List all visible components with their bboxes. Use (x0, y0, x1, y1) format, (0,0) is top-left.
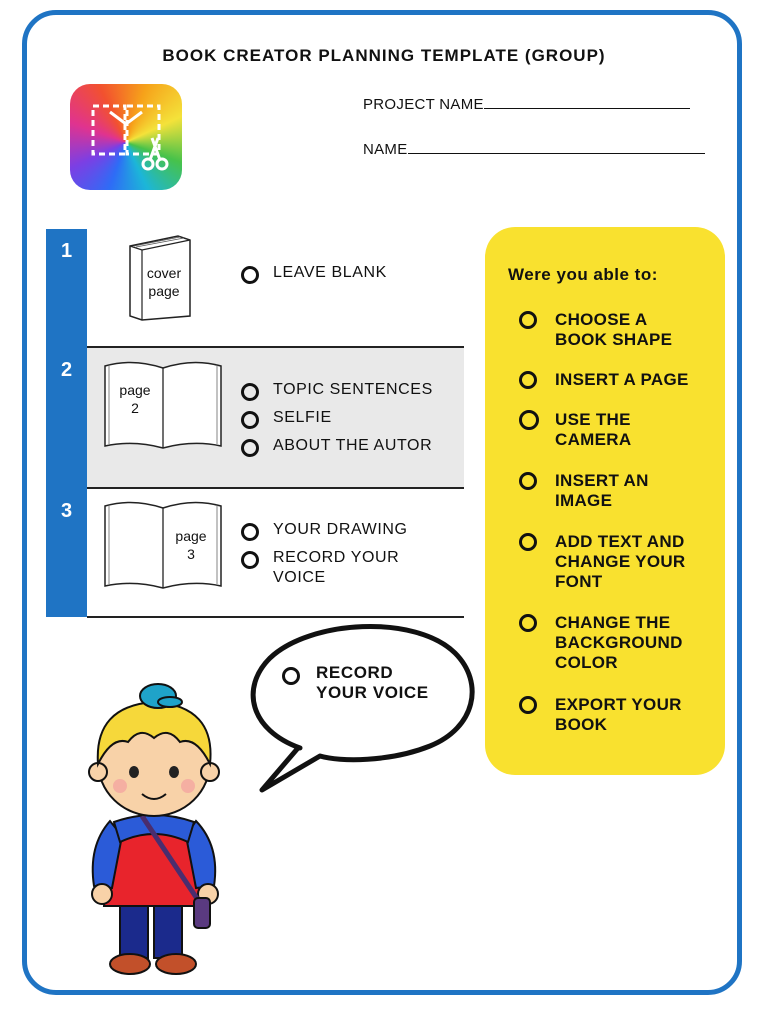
checkbox-circle[interactable] (519, 371, 537, 389)
row-divider (87, 487, 464, 489)
checkbox-circle[interactable] (519, 472, 537, 490)
checkbox-circle[interactable] (241, 411, 259, 429)
row-1-item: LEAVE BLANK (273, 264, 387, 281)
page-2-thumb-label (112, 381, 158, 417)
checklist-line: INSERT A PAGE (555, 370, 689, 389)
checklist-item (555, 370, 689, 390)
thumb-text: page (119, 382, 151, 398)
checkbox-circle[interactable] (519, 533, 537, 551)
checkbox-circle[interactable] (282, 667, 300, 685)
name-field[interactable] (363, 141, 705, 158)
cartoon-boy-illustration (84, 676, 234, 978)
checkbox-circle[interactable] (519, 696, 537, 714)
checklist-item (555, 695, 682, 735)
checkbox-circle[interactable] (241, 383, 259, 401)
checklist-line: USE THE (555, 410, 631, 429)
cover-thumb-label (144, 264, 184, 300)
checkbox-circle[interactable] (241, 439, 259, 457)
row-number: 1 (60, 240, 73, 262)
checklist-item (555, 410, 631, 450)
checklist-item (555, 471, 649, 511)
checklist-line: ADD TEXT AND (555, 532, 685, 551)
row-number: 2 (60, 359, 73, 381)
project-name-field[interactable] (363, 96, 690, 113)
thumb-text: page (175, 528, 207, 544)
row-3-item: VOICE (273, 569, 326, 586)
checklist-item (555, 310, 672, 350)
thumb-text: 2 (131, 400, 139, 416)
thumb-text: cover (146, 265, 182, 281)
row-2-item: TOPIC SENTENCES (273, 381, 433, 398)
speech-bubble (240, 618, 480, 796)
checklist-line: COLOR (555, 653, 618, 672)
row-2-item: SELFIE (273, 409, 332, 426)
project-name-label: PROJECT NAME (363, 96, 484, 113)
checkbox-circle[interactable] (241, 266, 259, 284)
checklist-title: Were you able to: (508, 265, 658, 284)
book-creator-logo (70, 84, 182, 190)
name-line[interactable] (408, 141, 705, 154)
row-number-bar (46, 229, 87, 617)
checklist-line: EXPORT YOUR (555, 695, 682, 714)
thumb-text: page (148, 283, 180, 299)
checklist-line: IMAGE (555, 491, 613, 510)
speech-line: RECORD (316, 663, 394, 682)
checkbox-circle[interactable] (519, 410, 539, 430)
checkbox-circle[interactable] (519, 614, 537, 632)
checklist-line: CHOOSE A (555, 310, 648, 329)
checklist-line: BACKGROUND (555, 633, 683, 652)
checklist-line: BOOK (555, 715, 608, 734)
row-number: 3 (60, 500, 73, 522)
page-3-thumb-label (168, 527, 214, 563)
project-name-line[interactable] (484, 96, 690, 109)
checklist-line: CHANGE YOUR (555, 552, 686, 571)
row-divider (87, 346, 464, 348)
checklist-item (555, 613, 683, 673)
checklist-line: BOOK SHAPE (555, 330, 673, 349)
checklist-line: CAMERA (555, 430, 632, 449)
page-title: BOOK CREATOR PLANNING TEMPLATE (GROUP) (162, 46, 606, 65)
checklist-line: FONT (555, 572, 603, 591)
book-scissors-icon (70, 84, 182, 190)
row-3-item: YOUR DRAWING (273, 521, 408, 538)
speech-line: YOUR VOICE (316, 683, 429, 702)
thumb-text: 3 (187, 546, 195, 562)
checklist-line: CHANGE THE (555, 613, 671, 632)
name-label: NAME (363, 141, 408, 158)
row-2-item: ABOUT THE AUTOR (273, 437, 433, 454)
checklist-item (555, 532, 686, 592)
checklist-line: INSERT AN (555, 471, 649, 490)
checkbox-circle[interactable] (519, 311, 537, 329)
checkbox-circle[interactable] (241, 523, 259, 541)
row-3-item: RECORD YOUR (273, 549, 400, 566)
checkbox-circle[interactable] (241, 551, 259, 569)
speech-text (316, 663, 429, 703)
